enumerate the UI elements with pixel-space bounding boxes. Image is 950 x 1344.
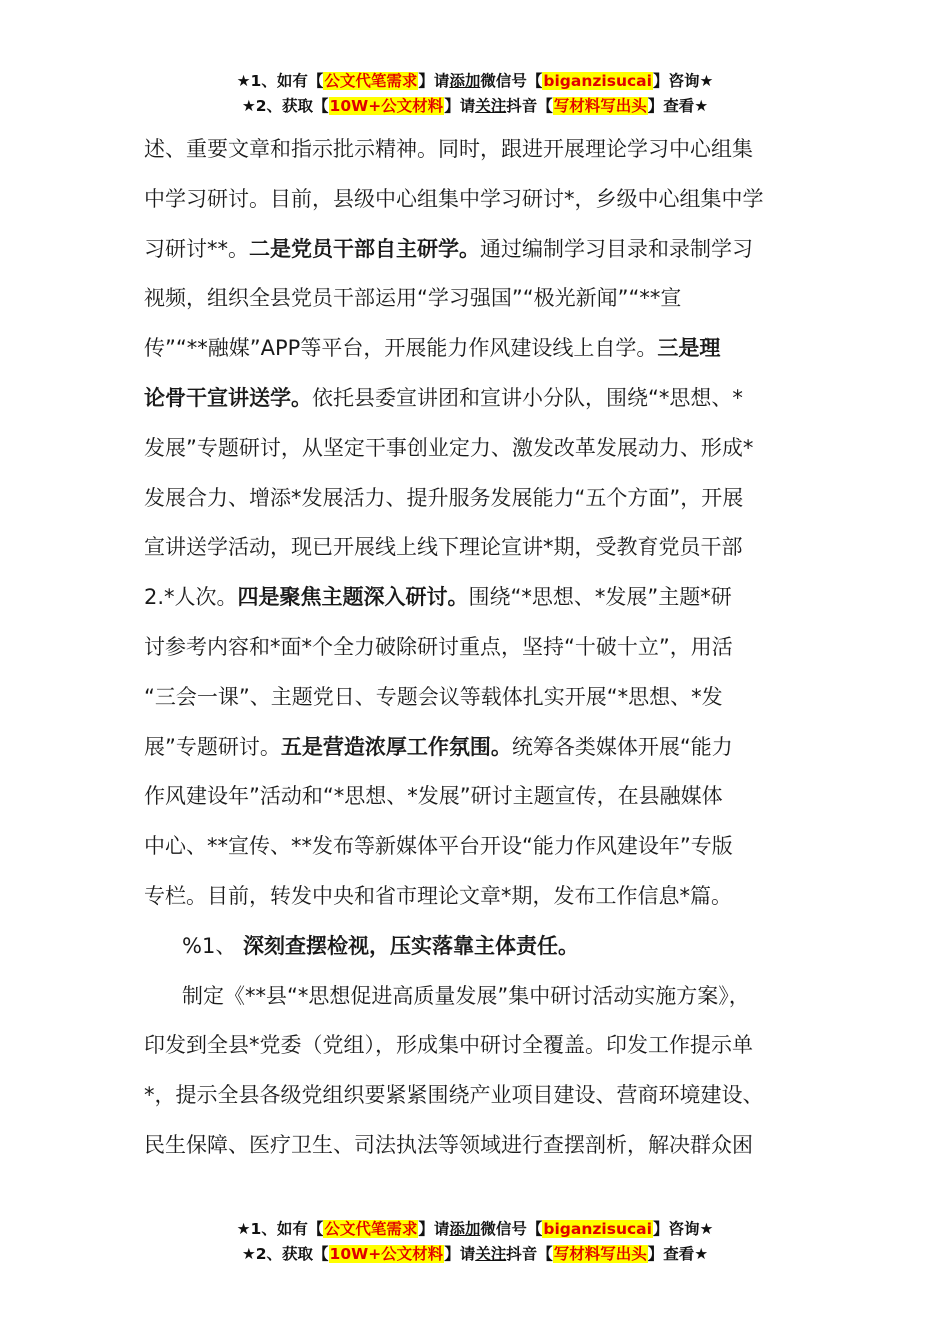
paragraph-1: 述、重要文章和指示批示精神。同时，跟进开展理论学习中心组集 中学习研讨。目前，县级中心组集中学习研讨*，乡级中心组集中学 习研讨**。二是党员干部自主研学。通过编制学习目录和录制学习 视频，组织全县党员干部运用“学习强国”“极光新闻”“**宣 传”“**融媒”APP等平台，开展能力作风建设线上自学。三是理 论骨干宣讲送学。依托县委宣讲团和宣讲小分队，围绕“*思想、* 发展”专题研讨，从坚定干事创业定力、激发改革发展动力、形成* 发展合力、增添*发展活力、提升服务发展能力“五个方面”，开展 宣讲送学活动，现已开展线上线下理论宣讲*期，受教育党员干部 2.*人次。四是聚焦主题深入研讨。围绕“*思想、*发展”主题*研 讨参考内容和*面*个全力破除研讨重点，坚持“十破十立”，用活 “三会一课”、主题党日、专题会议等载体扎实开展“*思想、*发 展”专题研讨。五是营造浓厚工作氛围。统筹各类媒体开展“能力 作风建设年”活动和“*思想、*发展”研讨主题宣传，在县融媒体 中心、**宣传、**发布等新媒体平台开设“能力作风建设年”专版 专栏。目前，转发中央和省市理论文章*期，发布工作信息*篇。 xyxy=(144,137,764,908)
highlight-materials: 10W+公文材料 xyxy=(329,97,444,115)
point-3-title: 三是理 xyxy=(657,336,721,361)
highlight-douyin: 写材料写出头 xyxy=(553,97,647,115)
footer-banner xyxy=(0,1217,950,1267)
point-5-title: 五是营造浓厚工作氛围。 xyxy=(280,734,512,759)
highlight-wechat-id: biganzisucai xyxy=(543,72,652,90)
highlight-service: 公文代笔需求 xyxy=(324,72,418,90)
header-banner xyxy=(0,69,950,119)
section-number: %1、 xyxy=(182,933,243,958)
footer-line-1: ★1、如有【公文代笔需求】请添加微信号【biganzisucai】咨询★ xyxy=(236,1220,714,1238)
banner-line-1: ★1、如有【公文代笔需求】请添加微信号【biganzisucai】咨询★ xyxy=(236,72,714,90)
point-4-title: 四是聚焦主题深入研讨。 xyxy=(237,585,469,610)
banner-line-2: ★2、获取【10W+公文材料】请关注抖音【写材料写出头】查看★ xyxy=(241,97,709,115)
document-body xyxy=(144,125,808,1171)
section-heading xyxy=(144,922,808,972)
paragraph-2: 制定《**县“*思想促进高质量发展”集中研讨活动实施方案》， 印发到全县*党委（党组），形成集中研讨全覆盖。印发工作提示单 *，提示全县各级党组织要紧紧围绕产业项目建设、营商环境建设、 民生保障、医疗卫生、司法执法等领域进行查摆剖析，解决群众困 xyxy=(144,983,764,1157)
section-title: 深刻查摆检视，压实落靠主体责任。 xyxy=(243,933,579,958)
footer-line-2: ★2、获取【10W+公文材料】请关注抖音【写材料写出头】查看★ xyxy=(241,1245,709,1263)
point-2-title: 二是党员干部自主研学。 xyxy=(249,236,480,261)
